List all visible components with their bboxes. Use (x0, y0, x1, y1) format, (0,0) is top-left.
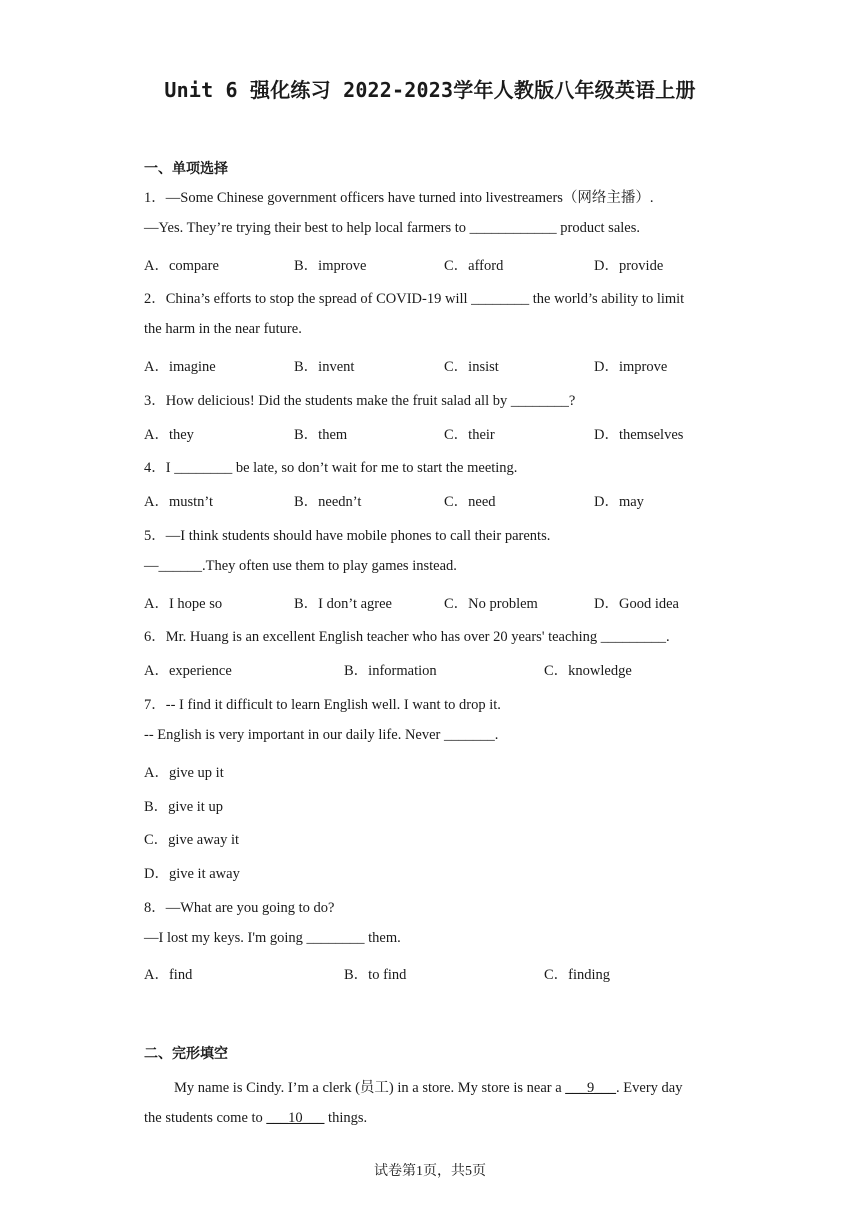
question-7-text-2: -- English is very important in our daily life. Never _______. (144, 727, 499, 743)
option-d: D．provide (594, 258, 664, 274)
option-b: B．give it up (144, 799, 223, 815)
cloze-text: the students come to (144, 1110, 267, 1126)
question-8-text-2: —I lost my keys. I'm going ________ them. (144, 930, 401, 946)
question-1-options (144, 254, 744, 274)
cloze-paragraph-line-1 (174, 1076, 682, 1097)
option-d: D．themselves (594, 427, 684, 443)
option-b: B．invent (294, 359, 355, 375)
section-heading-multiple-choice: 一、单项选择 (144, 161, 228, 177)
question-4-text: 4．I ________ be late, so don’t wait for me to start the meeting. (144, 460, 518, 476)
option-c: C．give away it (144, 832, 240, 848)
option-b: B．information (344, 663, 437, 679)
section-heading-cloze: 二、完形填空 (144, 1046, 228, 1062)
option-b: B．needn’t (294, 494, 362, 510)
option-c: C．their (444, 427, 495, 443)
option-b: B．improve (294, 258, 367, 274)
question-5-text-2: —______.They often use them to play games instead. (144, 558, 457, 574)
question-8-options (144, 963, 744, 983)
question-1-text-2: —Yes. They’re trying their best to help local farmers to ____________ product sales. (144, 220, 640, 236)
question-2-text: 2．China’s efforts to stop the spread of COVID-19 will ________ the world’s ability to limit (144, 291, 685, 307)
question-2-options (144, 355, 744, 375)
option-a: A．mustn’t (144, 494, 214, 510)
option-a: A．find (144, 967, 193, 983)
option-a: A．compare (144, 258, 219, 274)
question-1-text: 1．—Some Chinese government officers have turned into livestreamers（网络主播）. (144, 190, 654, 206)
option-c: C．No problem (444, 596, 538, 612)
cloze-blank-10: ___10___ (266, 1110, 325, 1126)
option-a: A．imagine (144, 359, 216, 375)
option-d: D．improve (594, 359, 668, 375)
cloze-text: . Every day (616, 1080, 683, 1096)
option-b: B．them (294, 427, 348, 443)
option-a: A．they (144, 427, 194, 443)
page-title: Unit 6 强化练习 2022-2023学年人教版八年级英语上册 (164, 78, 696, 102)
option-d: D．may (594, 494, 644, 510)
option-c: C．knowledge (544, 663, 632, 679)
option-c: C．finding (544, 967, 611, 983)
option-a: A．give up it (144, 765, 224, 781)
option-d: D．Good idea (594, 596, 679, 612)
question-8-text: 8．—What are you going to do? (144, 900, 335, 916)
question-6-text: 6．Mr. Huang is an excellent English teacher who has over 20 years' teaching _________. (144, 629, 670, 645)
question-2-text-2: the harm in the near future. (144, 321, 302, 337)
question-5-options (144, 592, 744, 612)
page-footer: 试卷第1页，共5页 (374, 1164, 486, 1179)
option-a: A．I hope so (144, 596, 223, 612)
cloze-blank-9: ___9___ (565, 1080, 617, 1096)
option-d: D．give it away (144, 866, 240, 882)
question-3-options (144, 423, 744, 443)
cloze-text: things. (324, 1110, 368, 1126)
question-7-text: 7．-- I find it difficult to learn English well. I want to drop it. (144, 697, 501, 713)
option-b: B．to find (344, 967, 407, 983)
cloze-text: My name is Cindy. I’m a clerk (员工) in a store. My store is near a (174, 1080, 566, 1096)
option-a: A．experience (144, 663, 232, 679)
cloze-paragraph-line-2 (144, 1110, 367, 1127)
option-c: C．insist (444, 359, 499, 375)
option-c: C．afford (444, 258, 504, 274)
option-c: C．need (444, 494, 496, 510)
question-6-options (144, 659, 744, 679)
option-b: B．I don’t agree (294, 596, 392, 612)
question-5-text: 5．—I think students should have mobile phones to call their parents. (144, 528, 551, 544)
question-3-text: 3．How delicious! Did the students make the fruit salad all by ________? (144, 393, 576, 409)
question-4-options (144, 490, 744, 510)
